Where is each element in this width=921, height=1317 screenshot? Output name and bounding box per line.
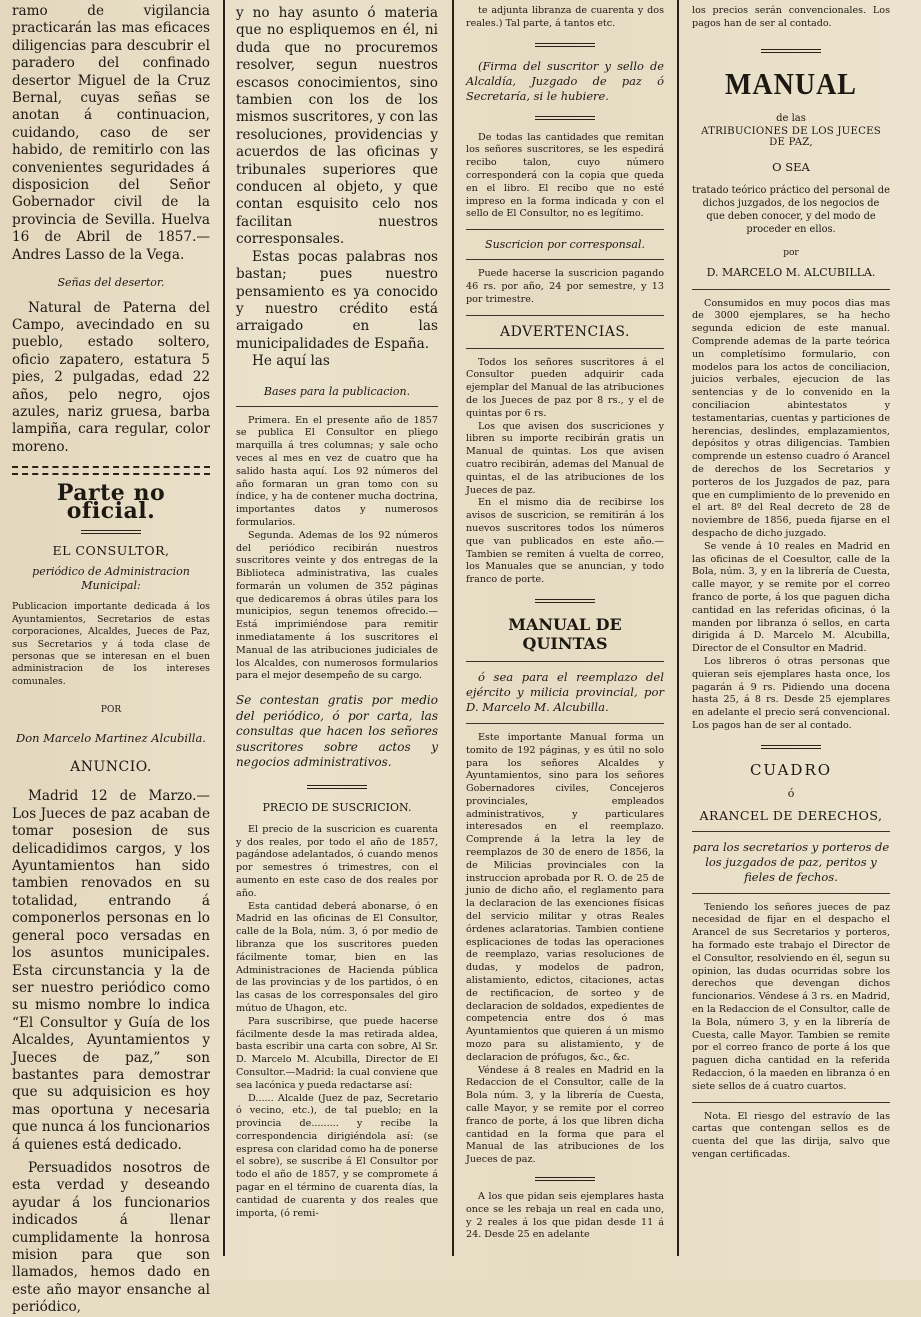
anuncio-paragraph-2: Persuadidos nosotros de esta verdad y deseando ayudar á los funcionarios indicados á llenar cumplidamente la honrosa mision para que son llamados, hemos dado en este año mayor ensanche al periódico,	[12, 1159, 210, 1316]
adv-paragraph-1: Todos los señores suscritores á el Consultor pueden adquirir cada ejemplar del Manual de las atribuciones de los Jueces de paz por 8 rs., y el de quintas por 6 rs.	[466, 356, 664, 419]
mq-paragraph-1: Este importante Manual forma un tomito de 192 páginas, y es útil no solo para los señores Alcaldes y Ayuntamientos, sino para los señores Gobernadores civiles, Concejeros provinciales, empleados administrativos, y particulares interesados en el reemplazo. Comprende á la letra la ley de reemplazos de 30 de enero de 1856, la de Milicias provinciales con la instruccion aprobada por R. O. de 25 de junio de dicho año, el reglamento para la declaracion de las exenciones físicas del servicio militar y otras Reales órdenes aclaratorias. Tambien contiene esplicaciones de todas las operaciones de reemplazo, varias resoluciones de dudas, y modelos de padron, alistamiento, edictos, citaciones, actas de rectificacion, de sorteo y de declaracion de soldados, expedientes de competencia entre dos ó mas Ayuntamientos que quieren á un mismo mozo para su alistamiento, y de declaracion de prófugos, &c., &c.	[466, 731, 664, 1063]
column-1	[12, 0, 210, 1316]
adv-paragraph-2: Los que avisen dos suscriciones y libren su importe recibirán gratis un Manual de quintas. Los que avisen cuatro recibirán, ademas del Manual de quintas, el de las atribuciones de los Jueces de paz.	[466, 420, 664, 496]
separator	[535, 116, 595, 120]
manual-paragraph-2: Se vende á 10 reales en Madrid en las oficinas de el Coesultor, calle de la Bola, núm. 3, y en la librería de Cuesta, calle mayor, y se remite por el correo franco de porte, á los que paguen dicha cantidad en las referidas oficinas, ó la manden por libranza ó sellos, en carta dirigida á D. Marcelo M. Alcubilla, Director de el Consultor en Madrid.	[692, 540, 890, 655]
bases-segunda: Segunda. Ademas de los 92 números del periódico recibirán nuestros suscritores veinte y dos entregas de la Biblioteca administrativa, las cuales formarán un volumen de 352 páginas que dedicaremos á obras útiles para los municipios, segun tenemos ofrecido.—Está imprimiéndose para remitir inmediatamente á los suscritores el Manual de las atribuciones judiciales de los Alcaldes, con numerosos formularios para el mejor desempeño de su cargo.	[236, 529, 438, 682]
thin-rule	[466, 315, 664, 316]
thin-rule	[692, 831, 890, 832]
precio-paragraph-2: Esta cantidad deberá abonarse, ó en Madrid en las oficinas de El Consultor, calle de la Bola, núm. 3, ó por medio de libranza que los suscritores pueden fácilmente tomar, bien en las Administraciones de Hacienda pública de las provincias y de los partidos, ó en las casas de los corresponsales del giro mútuo de Uhagon, etc.	[236, 900, 438, 1014]
senas-paragraph: Natural de Paterna del Campo, avecindado en su pueblo, estado soltero, oficio zapatero, estatura 5 pies, 2 pulgadas, edad 22 años, pelo negro, ojos azules, nariz gruesa, barba lampiña, cara regular, color moreno.	[12, 299, 210, 455]
separator	[81, 530, 141, 534]
separator	[761, 745, 821, 749]
adv-paragraph-3: En el mismo dia de recibirse los avisos de suscricion, se remitirán á los nuevos suscritores todos los números que van publicados en este año.—Tambien se remiten á vuelta de correo, los Manuales que se anuncian, y todo franco de porte.	[466, 497, 664, 586]
column-3	[466, 0, 664, 1280]
thin-rule	[466, 348, 664, 349]
col4-paragraph-0: los precios serán convencionales. Los pagos han de ser al contado.	[692, 5, 890, 29]
todas-paragraph: De todas las cantidades que remitan los señores suscritores, se les espedirá recibo talon, cuyo número corresponderá con la copia que queda en el libro. El recibo que no esté impreso en la forma indicada y con el sello de El Consultor, no es legítimo.	[466, 131, 664, 220]
column-4	[692, 0, 890, 1280]
thin-rule	[692, 289, 890, 290]
manual-quintas-subtitle: ó sea para el reemplazo del ejército y milicia provincial, por D. Marcelo M. Alcubilla.	[466, 669, 664, 714]
separator	[761, 49, 821, 53]
mq-paragraph-2: Véndese á 8 reales en Madrid en la Redaccion de el Consultor, calle de la Bola núm. 3, y la librería de Cuesta, calle Mayor, y se remite por el correo franco de porte, á los que libren dicha cantidad en la forma que para el Manual de las atribuciones de los Jueces de paz.	[466, 1064, 664, 1166]
thin-rule	[466, 229, 664, 230]
col2-paragraph-2: Estas pocas palabras nos bastan; pues nuestro pensamiento es ya conocido y nuestro crédito está arraigado en las municipalidades de España.	[236, 248, 438, 352]
arancel-subtitle: para los secretarios y porteros de los juzgados de paz, peritos y fieles de fechos.	[692, 839, 890, 884]
author-name: D. MARCELO M. ALCUBILLA.	[706, 265, 876, 279]
column-rule-2	[452, 0, 454, 1256]
precio-paragraph-3: Para suscribirse, que puede hacerse fácilmente desde la mas retirada aldea, basta escribir una carta con sobre, Al Sr. D. Marcelo M. Alcubilla, Director de El Consultor.—Madrid: la cual conviene que sea lacónica y pueda redactarse así:	[236, 1015, 438, 1091]
suscricion-title: Suscricion por corresponsal.	[485, 238, 645, 252]
precio-heading: PRECIO DE SUSCRICION.	[262, 800, 412, 814]
advertencias-heading: ADVERTENCIAS.	[500, 323, 630, 340]
col3-paragraph-0: te adjunta libranza de cuarenta y dos reales.) Tal parte, á tantos etc.	[466, 5, 664, 29]
o-label: ó	[787, 786, 795, 800]
column-rule-3	[677, 0, 679, 1256]
thin-rule	[692, 893, 890, 894]
contestan-paragraph: Se contestan gratis por medio del periódico, ó por carta, las consultas que hacen los señores suscritores sobre actos y negocios administrativos.	[236, 693, 438, 770]
thin-rule	[466, 259, 664, 260]
column-2	[236, 0, 438, 1280]
consultor-heading: EL CONSULTOR,	[52, 542, 170, 558]
author-name: Don Marcelo Martinez Alcubilla.	[16, 730, 206, 745]
col2-paragraph-3: He aquí las	[252, 353, 330, 370]
por-label: POR	[100, 705, 122, 716]
consultor-subtitle: periódico de Administracion Municipal:	[32, 565, 190, 593]
atribuciones-heading: ATRIBUCIONES DE LOS JUECES DE PAZ,	[701, 125, 881, 148]
precio-paragraph-4: D...... Alcalde (Juez de paz, Secretario ó vecino, etc.), de tal pueblo; en la provincia de......... y recibe la correspondencia dirigiéndola así: (se espresa con claridad como ha de ponerse el sobre), se suscribe á El Consultor por todo el año de 1857, y se compromete á pagar en el término de cuarenta días, la cantidad de cuarenta y dos reales que importa, (ó remi-	[236, 1092, 438, 1219]
precio-paragraph-1: El precio de la suscricion es cuarenta y dos reales, por todo el año de 1857, pagándose adelantados, ó cuando menos por semestres ó trimestres, con el aumento en este caso de dos reales por año.	[236, 823, 438, 899]
thin-rule	[692, 1102, 890, 1103]
intro-paragraph: ramo de vigilancia practicarán las mas eficaces diligencias para descubrir el paradero del confinado desertor Miguel de la Cruz Bernal, cuyas señas se anotan á continuacion, cuidando, caso de ser habido, de remitirlo con las convenientes seguridades á disposicion del Señor Gobernador civil de la provincia de Sevilla. Huelva 16 de Abril de 1857.—Andres Lasso de la Vega.	[12, 3, 210, 263]
separator	[535, 1177, 595, 1181]
anuncio-heading: ANUNCIO.	[70, 759, 152, 776]
manual-quintas-heading: MANUAL DE QUINTAS	[508, 614, 622, 653]
separator	[535, 43, 595, 47]
cuadro-heading: CUADRO	[749, 760, 833, 779]
o-sea-label: O SEA	[772, 159, 810, 174]
separator	[307, 785, 367, 789]
nota-paragraph: Nota. El riesgo del estravío de las cartas que contengan sellos es de cuenta del que las dirija, salvo que vengan certificadas.	[692, 1110, 890, 1161]
parte-no-oficial-heading: Parte no oficial.	[56, 480, 166, 524]
anuncio-paragraph-1: Madrid 12 de Marzo.—Los Jueces de paz acaban de tomar posesion de sus delicadidimos cargos, y los Ayuntamientos han sido tambien renovados en su totalidad, entrando á componerlos personas en lo general poco versadas en los asuntos municipales. Esta circunstancia y la de ser nuestro periódico como su mismo nombre lo indica “El Consultor y Guía de los Alcaldes, Ayuntamientos y Jueces de paz,” son bastantes para demostrar que su adquisicion es hoy mas oportuna y necesaria que nunca á los funcionarios á quienes está dedicado.	[12, 788, 210, 1153]
por-label: por	[783, 247, 799, 258]
thin-rule	[466, 661, 664, 662]
publicacion-paragraph: Publicacion importante dedicada á los Ayuntamientos, Secretarios de estas corporaciones, Alcaldes, Jueces de Paz, sus Secretarios y á toda clase de personas que se interesan en el buen administracion de los intereses comunales.	[12, 601, 210, 687]
arancel-heading: ARANCEL DE DERECHOS,	[699, 807, 883, 823]
separator	[535, 599, 595, 603]
double-rule	[12, 466, 210, 475]
bases-title: Bases para la publicacion.	[263, 384, 411, 398]
manual-heading: MANUAL	[725, 66, 857, 102]
suscricion-paragraph: Puede hacerse la suscricion pagando 46 rs. por año, 24 por semestre, y 13 por trimestre.	[466, 268, 664, 305]
library-stamp-watermark	[640, 1200, 900, 1260]
column-rule-1	[223, 0, 225, 1256]
tratado-paragraph: tratado teórico práctico del personal de dichos juzgados, de los negocios de que deben conocer, y del modo de proceder en ellos.	[692, 184, 890, 235]
bases-primera: Primera. En el presente año de 1857 se publica El Consultor en pliego marquilla á tres columnas; y sale ocho veces al mes en vez de cuatro que ha salido hasta aquí. Los 92 números del año formaran un gran tomo con su índice, y ha de contener mucha doctrina, importantes datos y numerosos formularios.	[236, 414, 438, 528]
thin-rule	[466, 723, 664, 724]
thin-rule	[236, 406, 438, 407]
firma-paragraph: (Firma del suscritor y sello de Alcaldía, Juzgado de paz ó Secretaría, si le hubiere.	[466, 58, 664, 103]
de-las-label: de las	[776, 112, 806, 124]
mq-paragraph-3: A los que pidan seis ejemplares hasta once se les rebaja un real en cada uno, y 2 reales á los que pidan desde 11 á 24. Desde 25 en adelante	[466, 1191, 664, 1241]
senas-title: Señas del desertor.	[57, 276, 165, 290]
col2-paragraph-1: y no hay asunto ó materia que no espliquemos en él, ni duda que no procuremos resolver, segun nuestros escasos conocimientos, sino tambien con los de los mismos suscritores, y con las resoluciones, providencias y acuerdos de las oficinas y tribunales superiores que conducen al objeto, y que contan esquisito celo nos facilitan nuestros corresponsales.	[236, 5, 438, 248]
manual-paragraph-1: Consumidos en muy pocos dias mas de 3000 ejemplares, se ha hecho segunda edicion de este manual. Comprende ademas de la parte teórica un completísimo formulario, con modelos para los actos de conciliacion, juicios verbales, ejecucion de las sentencias y de lo convenido en la conciliacion abintestatos y testamentarias, cuentas y particiones de herencias, deslindes, emplazamientos, depósitos y otras diligencias. Tambien comprende un estenso cuadro ó Arancel de derechos de los Secretarios y porteros de los Juzgados de paz, para que en cumplimiento de lo prevenido en el art. 8º del Real decreto de 28 de noviembre de 1856, pueda fijarse en el despacho de dicho juzgado.	[692, 297, 890, 539]
manual-paragraph-3: Los libreros ó otras personas que quieran seis ejemplares hasta once, los pagarán á 9 rs. Pidiendo una docena hasta 25, á 8 rs. Desde 25 ejemplares en adelante el precio será convencional. Los pagos han de ser al contado.	[692, 655, 890, 731]
arancel-paragraph: Teniendo los señores jueces de paz necesidad de fijar en el despacho el Arancel de sus Secretarios y porteros, ha formado este trabajo el Director de el Consultor, resolviendo en él, segun su opinion, las dudas ocurridas sobre los derechos que devengan dichos funcionarios. Véndese á 3 rs. en Madrid, en la Redaccion de el Consultor, calle de la Bola, número 3, y en la librería de Cuesta, calle Mayor. Tambien se remite por el correo franco de porte á los que paguen dicha cantidad en la referida Redaccion, ó la maeden en libranza ó en siete sellos de á cuatro cuartos.	[692, 901, 890, 1092]
